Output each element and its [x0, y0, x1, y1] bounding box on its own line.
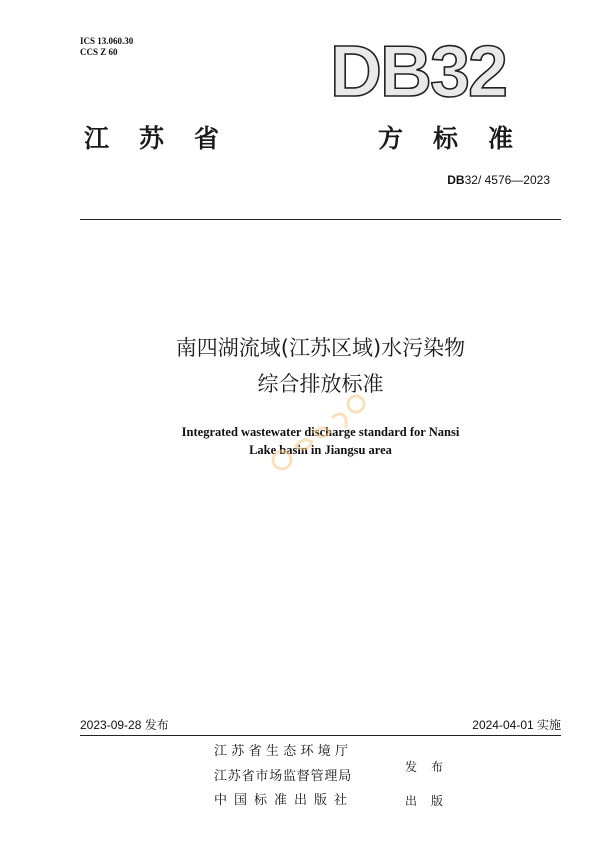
- standard-number-prefix: DB: [447, 173, 465, 187]
- ccs-code: CCS Z 60: [80, 47, 118, 57]
- print-action: 出版: [405, 794, 458, 808]
- english-title-line1: Integrated wastewater discharge standard for Nansi: [181, 425, 460, 439]
- publisher-ecology-department: 江苏省生态环境厅: [214, 744, 353, 759]
- standard-type-title: 方标准: [378, 124, 544, 153]
- classification-codes: [80, 36, 133, 58]
- publish-action: 发布: [405, 760, 458, 774]
- db32-logo: DB32: [330, 32, 507, 112]
- footer-divider: [80, 735, 561, 736]
- publisher-standards-press: 中国标准出版社: [214, 793, 355, 808]
- publisher-market-regulation: 江苏省市场监督管理局: [214, 769, 353, 784]
- issue-date: 2023-09-28 发布: [80, 718, 169, 732]
- implementation-date: 2024-04-01 实施: [472, 718, 561, 732]
- standard-number: [430, 173, 550, 187]
- header-divider: [80, 219, 561, 220]
- english-title-line2: Lake basin in Jiangsu area: [249, 443, 392, 457]
- ics-code: ICS 13.060.30: [80, 36, 134, 46]
- standard-number-rest: 32/ 4576—2023: [464, 173, 550, 187]
- province-title: 江苏省: [84, 124, 250, 153]
- chinese-title-line2: 综合排放标准: [257, 372, 384, 396]
- watermark-logo: [262, 386, 372, 476]
- chinese-title-line1: 南四湖流域(江苏区域)水污染物: [175, 336, 466, 360]
